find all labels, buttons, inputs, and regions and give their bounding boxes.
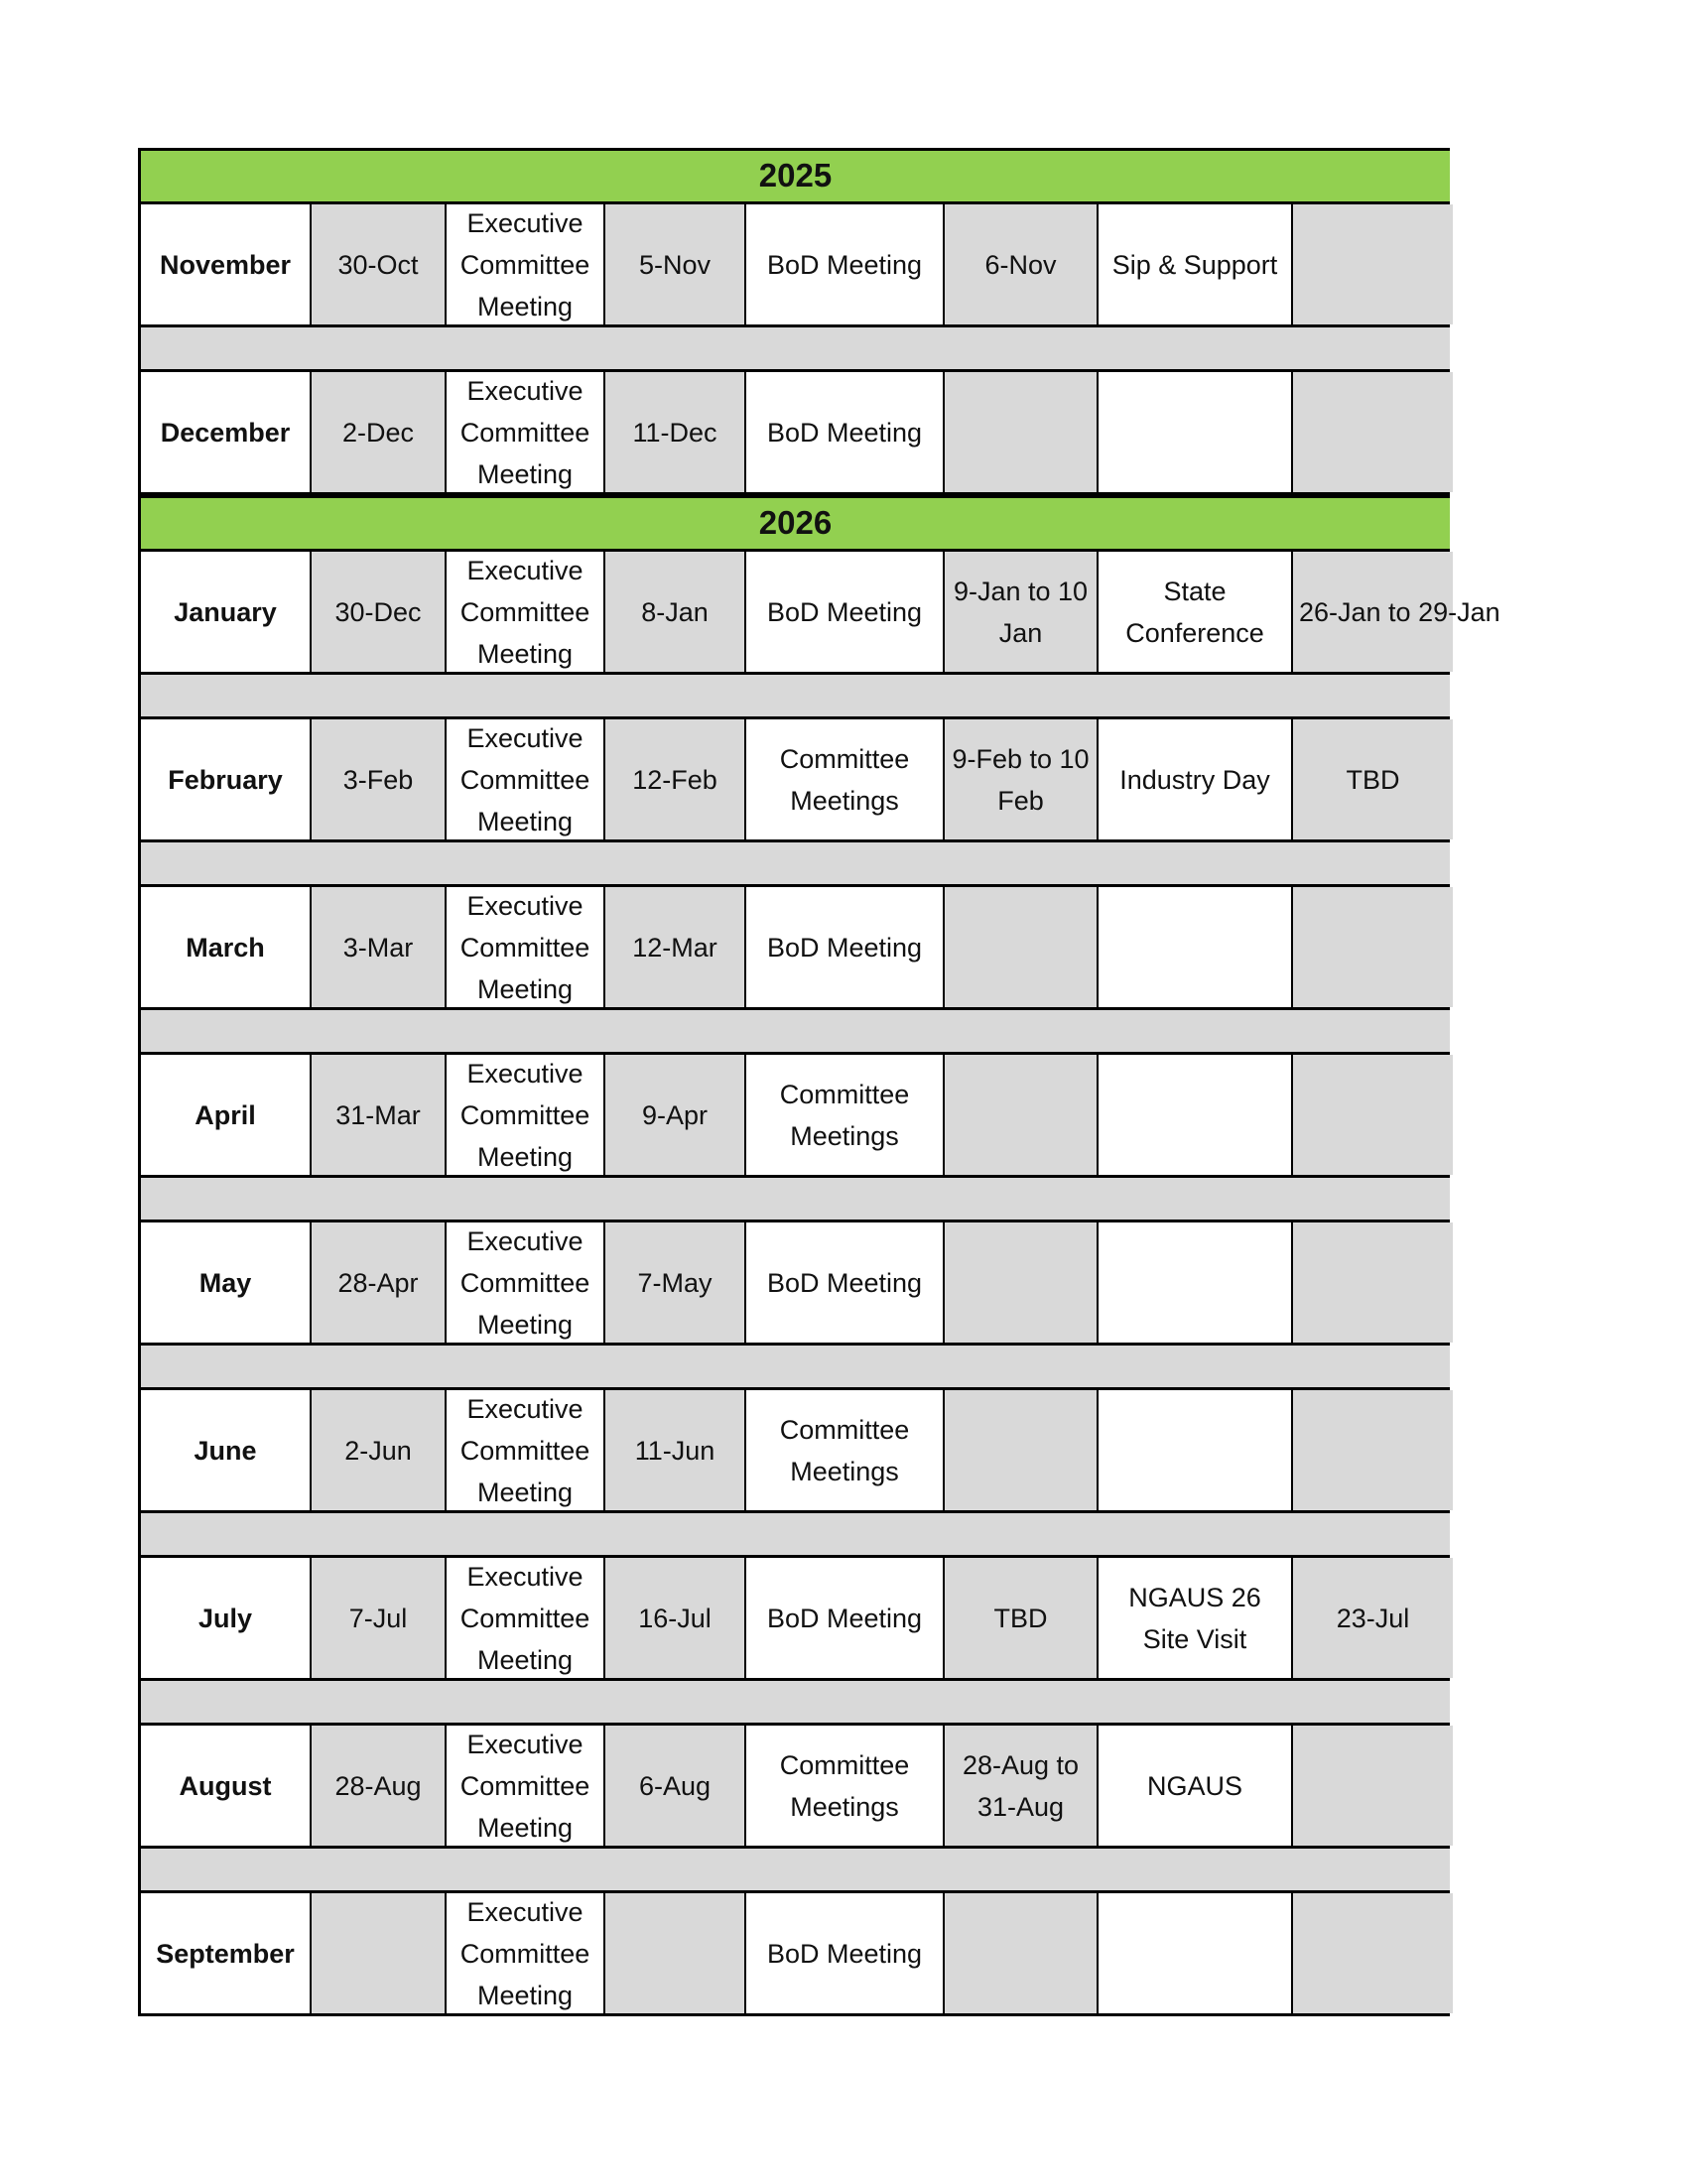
- event-label-cell: [1099, 1055, 1293, 1175]
- month-cell: June: [141, 1390, 312, 1510]
- month-row: [138, 1220, 1450, 1346]
- exec-label-cell: Executive Committee Meeting: [447, 887, 605, 1007]
- event-date-cell: [945, 1390, 1099, 1510]
- row-separator: [138, 1681, 1450, 1723]
- event-label-cell: [1099, 1390, 1293, 1510]
- event-extra-cell: TBD: [1293, 719, 1453, 839]
- meeting-label-cell: BoD Meeting: [746, 887, 945, 1007]
- row-separator: [138, 1513, 1450, 1555]
- event-date-cell: [945, 1055, 1099, 1175]
- month-row: [138, 716, 1450, 842]
- meeting-label-cell: BoD Meeting: [746, 1893, 945, 2013]
- exec-label-cell: Executive Committee Meeting: [447, 1726, 605, 1846]
- exec-label-cell: Executive Committee Meeting: [447, 204, 605, 324]
- event-extra-cell: [1293, 204, 1453, 324]
- month-row: [138, 1723, 1450, 1849]
- event-date-cell: [945, 887, 1099, 1007]
- month-row: [138, 201, 1450, 327]
- event-extra-cell: 26-Jan to 29-Jan: [1293, 552, 1453, 672]
- meeting-date-cell: 8-Jan: [605, 552, 746, 672]
- exec-label-cell: Executive Committee Meeting: [447, 719, 605, 839]
- meeting-date-cell: 12-Mar: [605, 887, 746, 1007]
- event-date-cell: [945, 372, 1099, 492]
- exec-date-cell: 3-Mar: [312, 887, 447, 1007]
- row-separator: [138, 675, 1450, 716]
- event-label-cell: [1099, 372, 1293, 492]
- event-label-cell: Sip & Support: [1099, 204, 1293, 324]
- month-row: [138, 1387, 1450, 1513]
- meeting-date-cell: 5-Nov: [605, 204, 746, 324]
- month-cell: December: [141, 372, 312, 492]
- exec-label-cell: Executive Committee Meeting: [447, 1893, 605, 2013]
- month-row: [138, 369, 1450, 495]
- row-separator: [138, 1010, 1450, 1052]
- meeting-label-cell: Committee Meetings: [746, 1055, 945, 1175]
- month-row: [138, 1052, 1450, 1178]
- row-separator: [138, 1849, 1450, 1890]
- event-date-cell: [945, 1222, 1099, 1343]
- meeting-date-cell: 12-Feb: [605, 719, 746, 839]
- event-date-cell: [945, 1893, 1099, 2013]
- event-extra-cell: [1293, 887, 1453, 1007]
- exec-date-cell: [312, 1893, 447, 2013]
- meeting-date-cell: 16-Jul: [605, 1558, 746, 1678]
- event-label-cell: [1099, 1222, 1293, 1343]
- month-cell: January: [141, 552, 312, 672]
- exec-date-cell: 31-Mar: [312, 1055, 447, 1175]
- event-extra-cell: [1293, 1893, 1453, 2013]
- row-separator: [138, 1178, 1450, 1220]
- meeting-date-cell: 11-Dec: [605, 372, 746, 492]
- month-row: [138, 549, 1500, 675]
- exec-label-cell: Executive Committee Meeting: [447, 372, 605, 492]
- month-cell: September: [141, 1893, 312, 2013]
- exec-date-cell: 30-Oct: [312, 204, 447, 324]
- meeting-label-cell: BoD Meeting: [746, 1222, 945, 1343]
- row-separator: [138, 327, 1450, 369]
- meeting-date-cell: [605, 1893, 746, 2013]
- meeting-date-cell: 6-Aug: [605, 1726, 746, 1846]
- month-cell: November: [141, 204, 312, 324]
- month-cell: March: [141, 887, 312, 1007]
- month-row: [138, 1555, 1450, 1681]
- year-header: 2025: [138, 148, 1450, 201]
- exec-date-cell: 2-Jun: [312, 1390, 447, 1510]
- meeting-label-cell: Committee Meetings: [746, 1726, 945, 1846]
- meeting-label-cell: BoD Meeting: [746, 1558, 945, 1678]
- row-separator: [138, 842, 1450, 884]
- exec-date-cell: 30-Dec: [312, 552, 447, 672]
- event-extra-cell: [1293, 1390, 1453, 1510]
- meeting-label-cell: BoD Meeting: [746, 372, 945, 492]
- meeting-date-cell: 11-Jun: [605, 1390, 746, 1510]
- schedule-table: [138, 148, 1500, 2016]
- month-cell: July: [141, 1558, 312, 1678]
- row-separator: [138, 1346, 1450, 1387]
- month-cell: February: [141, 719, 312, 839]
- exec-date-cell: 7-Jul: [312, 1558, 447, 1678]
- event-label-cell: State Conference: [1099, 552, 1293, 672]
- event-extra-cell: [1293, 1726, 1453, 1846]
- event-label-cell: NGAUS: [1099, 1726, 1293, 1846]
- month-row: [138, 1890, 1450, 2016]
- exec-date-cell: 28-Aug: [312, 1726, 447, 1846]
- event-date-cell: 6-Nov: [945, 204, 1099, 324]
- event-extra-cell: 23-Jul: [1293, 1558, 1453, 1678]
- meeting-label-cell: Committee Meetings: [746, 1390, 945, 1510]
- event-label-cell: [1099, 1893, 1293, 2013]
- month-cell: April: [141, 1055, 312, 1175]
- meeting-date-cell: 7-May: [605, 1222, 746, 1343]
- month-row: [138, 884, 1450, 1010]
- exec-label-cell: Executive Committee Meeting: [447, 1055, 605, 1175]
- event-label-cell: Industry Day: [1099, 719, 1293, 839]
- month-cell: August: [141, 1726, 312, 1846]
- event-date-cell: 9-Feb to 10 Feb: [945, 719, 1099, 839]
- exec-date-cell: 28-Apr: [312, 1222, 447, 1343]
- event-date-cell: TBD: [945, 1558, 1099, 1678]
- event-extra-cell: [1293, 1055, 1453, 1175]
- exec-label-cell: Executive Committee Meeting: [447, 1558, 605, 1678]
- event-extra-cell: [1293, 1222, 1453, 1343]
- event-label-cell: [1099, 887, 1293, 1007]
- exec-label-cell: Executive Committee Meeting: [447, 1390, 605, 1510]
- exec-date-cell: 3-Feb: [312, 719, 447, 839]
- event-label-cell: NGAUS 26 Site Visit: [1099, 1558, 1293, 1678]
- meeting-date-cell: 9-Apr: [605, 1055, 746, 1175]
- event-date-cell: 28-Aug to 31-Aug: [945, 1726, 1099, 1846]
- meeting-label-cell: BoD Meeting: [746, 204, 945, 324]
- month-cell: May: [141, 1222, 312, 1343]
- exec-label-cell: Executive Committee Meeting: [447, 552, 605, 672]
- year-header: 2026: [138, 495, 1450, 549]
- meeting-label-cell: BoD Meeting: [746, 552, 945, 672]
- exec-label-cell: Executive Committee Meeting: [447, 1222, 605, 1343]
- event-date-cell: 9-Jan to 10 Jan: [945, 552, 1099, 672]
- meeting-label-cell: Committee Meetings: [746, 719, 945, 839]
- exec-date-cell: 2-Dec: [312, 372, 447, 492]
- event-extra-cell: [1293, 372, 1453, 492]
